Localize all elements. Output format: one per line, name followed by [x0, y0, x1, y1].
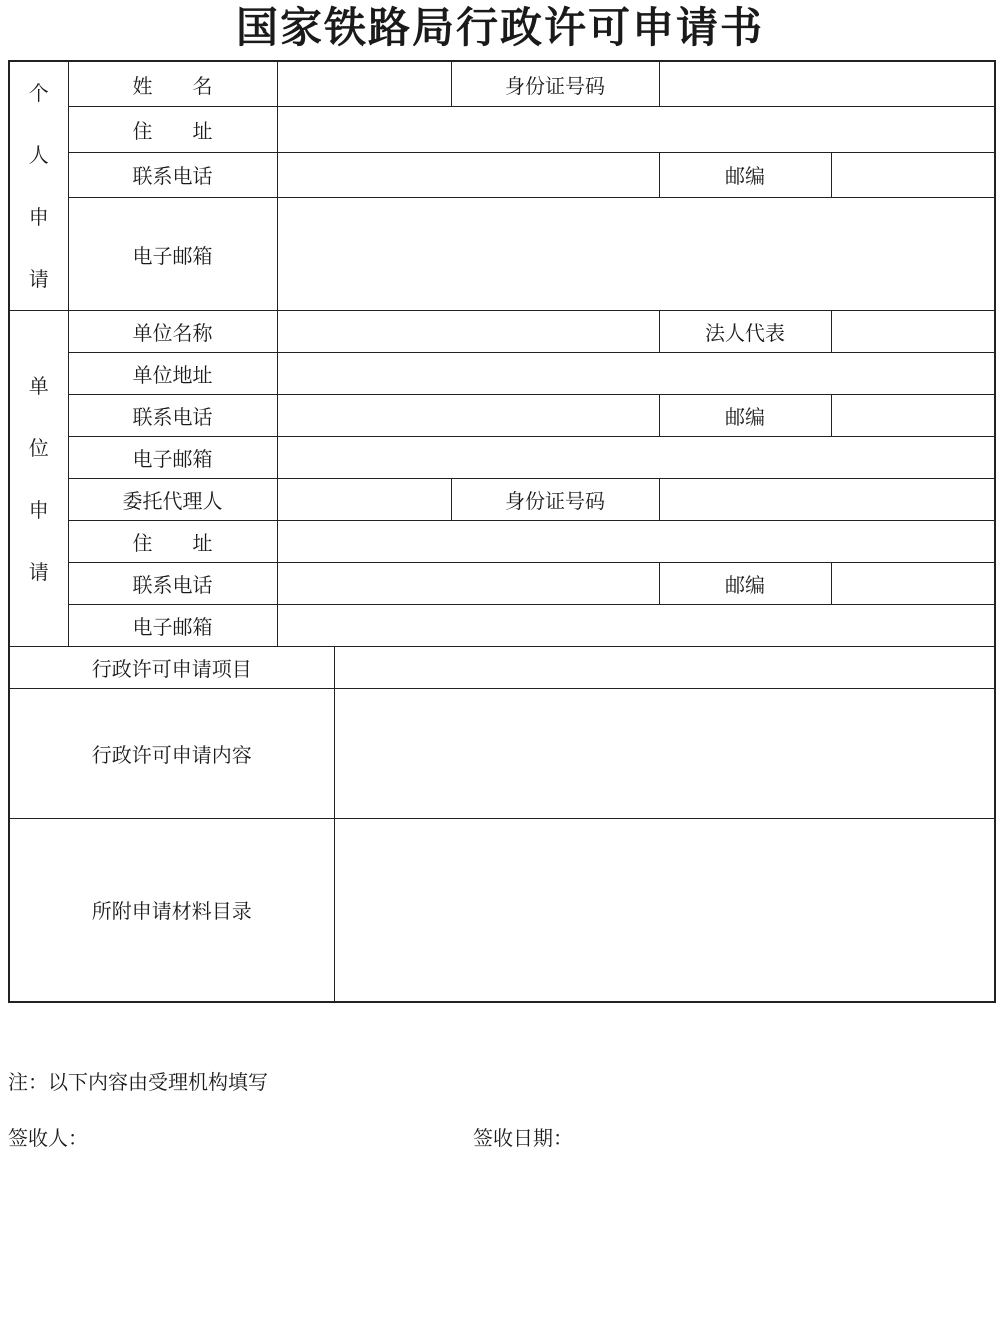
agent-postcode-label: 邮编: [659, 563, 831, 605]
agent-email-label: 电子邮箱: [68, 605, 277, 647]
office-note: 注：以下内容由受理机构填写: [8, 1070, 268, 1094]
agent-field[interactable]: [277, 479, 451, 521]
unit-name-label: 单位名称: [68, 311, 277, 353]
legal-rep-label: 法人代表: [659, 311, 831, 353]
unit-postcode-label: 邮编: [659, 395, 831, 437]
unit-address-label: 单位地址: [68, 353, 277, 395]
agent-email-field[interactable]: [277, 605, 995, 647]
application-content-field[interactable]: [334, 689, 995, 819]
receiver-label: 签收人：: [8, 1126, 88, 1150]
postcode-label: 邮编: [659, 152, 831, 198]
materials-list-field[interactable]: [334, 819, 995, 1002]
application-form-table: [8, 60, 996, 1003]
unit-name-field[interactable]: [277, 311, 659, 353]
application-content-label: 行政许可申请内容: [9, 689, 334, 819]
email-field[interactable]: [277, 198, 995, 311]
unit-address-field[interactable]: [277, 353, 995, 395]
unit-section-label: 单 位 申 请: [9, 311, 68, 647]
name-field[interactable]: [277, 61, 451, 107]
agent-label: 委托代理人: [68, 479, 277, 521]
phone-label: 联系电话: [68, 152, 277, 198]
form-title: 国家铁路局行政许可申请书: [235, 3, 764, 52]
phone-field[interactable]: [277, 152, 659, 198]
id-number-label: 身份证号码: [451, 61, 659, 107]
unit-email-label: 电子邮箱: [68, 437, 277, 479]
name-label: 姓 名: [68, 61, 277, 107]
application-item-label: 行政许可申请项目: [9, 647, 334, 689]
unit-phone-label: 联系电话: [68, 395, 277, 437]
address-field[interactable]: [277, 107, 995, 153]
agent-postcode-field[interactable]: [831, 563, 995, 605]
agent-id-label: 身份证号码: [451, 479, 659, 521]
unit-email-field[interactable]: [277, 437, 995, 479]
application-item-field[interactable]: [334, 647, 995, 689]
legal-rep-field[interactable]: [831, 311, 995, 353]
agent-address-label: 住 址: [68, 521, 277, 563]
id-number-field[interactable]: [659, 61, 995, 107]
agent-address-field[interactable]: [277, 521, 995, 563]
postcode-field[interactable]: [831, 152, 995, 198]
agent-phone-field[interactable]: [277, 563, 659, 605]
materials-list-label: 所附申请材料目录: [9, 819, 334, 1002]
receipt-date-label: 签收日期：: [473, 1126, 573, 1150]
address-label: 住 址: [68, 107, 277, 153]
email-label: 电子邮箱: [68, 198, 277, 311]
unit-phone-field[interactable]: [277, 395, 659, 437]
agent-id-field[interactable]: [659, 479, 995, 521]
agent-phone-label: 联系电话: [68, 563, 277, 605]
personal-section-label: 个 人 申 请: [9, 61, 68, 311]
unit-postcode-field[interactable]: [831, 395, 995, 437]
